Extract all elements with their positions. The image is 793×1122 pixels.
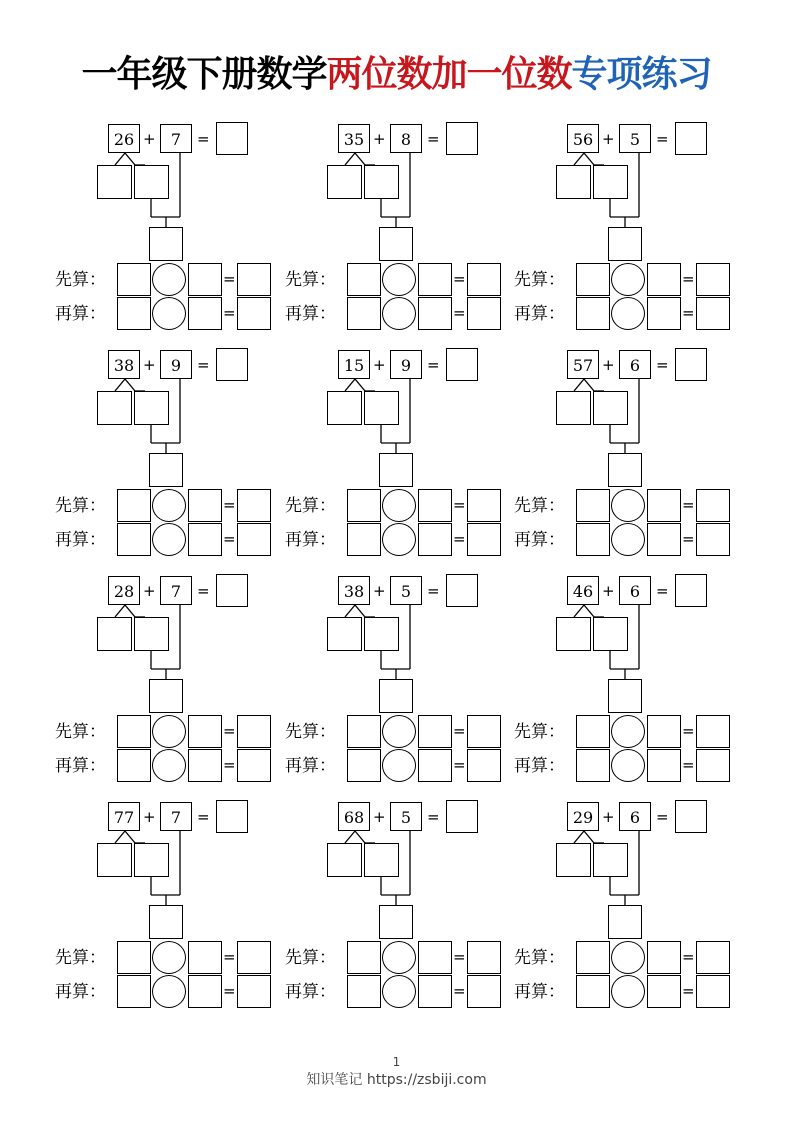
first-step-operand-2-box[interactable] [188, 941, 222, 974]
equals-sign: = [453, 496, 466, 514]
second-step-label: 再算： [55, 530, 106, 550]
first-step-label: 先算： [514, 722, 565, 742]
answer-box[interactable] [675, 574, 707, 607]
connector-line [355, 379, 365, 391]
second-step-label: 再算： [285, 530, 336, 550]
second-step-operand-2-box[interactable] [418, 975, 452, 1008]
addend-one-digit: 6 [619, 576, 651, 605]
first-step-result-box[interactable] [696, 263, 730, 296]
first-step-label: 先算： [514, 270, 565, 290]
sum-ones-box[interactable] [379, 227, 413, 261]
second-step-operand-1-box[interactable] [347, 975, 381, 1008]
first-step-label: 先算： [285, 722, 336, 742]
equals-sign: = [656, 808, 669, 826]
first-step-operand-1-box[interactable] [117, 715, 151, 748]
equals-sign: = [453, 948, 466, 966]
split-ones-box[interactable] [593, 617, 628, 651]
first-step-operator-circle[interactable] [382, 715, 416, 748]
plus-sign: + [373, 808, 386, 826]
first-step-label: 先算： [55, 948, 106, 968]
first-step-operand-2-box[interactable] [647, 715, 681, 748]
first-step-operand-1-box[interactable] [576, 263, 610, 296]
second-step-operand-2-box[interactable] [188, 297, 222, 330]
second-step-operand-2-box[interactable] [188, 523, 222, 556]
connector-line [345, 153, 355, 165]
equals-sign: = [197, 808, 210, 826]
first-step-operand-2-box[interactable] [188, 715, 222, 748]
connector-line [345, 831, 355, 843]
addend-one-digit: 8 [390, 124, 422, 153]
first-step-operand-2-box[interactable] [188, 489, 222, 522]
addend-one-digit: 5 [619, 124, 651, 153]
equals-sign: = [427, 130, 440, 148]
second-step-operand-1-box[interactable] [117, 749, 151, 782]
second-step-operator-circle[interactable] [382, 975, 416, 1008]
addend-two-digit: 38 [338, 576, 370, 605]
plus-sign: + [602, 130, 615, 148]
problem-block [514, 798, 742, 1018]
split-tens-box[interactable] [556, 617, 591, 651]
first-step-operand-1-box[interactable] [347, 941, 381, 974]
second-step-result-box[interactable] [467, 523, 501, 556]
answer-box[interactable] [675, 800, 707, 833]
sum-ones-box[interactable] [379, 905, 413, 939]
answer-box[interactable] [216, 800, 248, 833]
first-step-operator-circle[interactable] [611, 715, 645, 748]
connector-line [345, 379, 355, 391]
first-step-result-box[interactable] [237, 263, 271, 296]
first-step-operator-circle[interactable] [382, 489, 416, 522]
equals-sign: = [453, 270, 466, 288]
problem-block [55, 572, 283, 792]
answer-box[interactable] [675, 122, 707, 155]
plus-sign: + [602, 582, 615, 600]
connector-line [125, 379, 135, 391]
first-step-operator-circle[interactable] [382, 263, 416, 296]
title-part-grade: 一年级下册数学 [81, 54, 327, 95]
plus-sign: + [143, 130, 156, 148]
first-step-result-box[interactable] [467, 715, 501, 748]
second-step-operator-circle[interactable] [382, 297, 416, 330]
split-ones-box[interactable] [134, 165, 169, 199]
first-step-operand-2-box[interactable] [188, 263, 222, 296]
first-step-operator-circle[interactable] [611, 489, 645, 522]
second-step-operand-2-box[interactable] [418, 749, 452, 782]
connector-line [574, 379, 584, 391]
connector-line [355, 605, 365, 617]
split-tens-box[interactable] [97, 843, 132, 877]
second-step-operator-circle[interactable] [611, 749, 645, 782]
equals-sign: = [682, 496, 695, 514]
first-step-result-box[interactable] [467, 489, 501, 522]
connector-line [584, 831, 594, 843]
equals-sign: = [453, 722, 466, 740]
second-step-operator-circle[interactable] [152, 975, 186, 1008]
addend-two-digit: 56 [567, 124, 599, 153]
connector-line [115, 153, 125, 165]
first-step-label: 先算： [285, 948, 336, 968]
first-step-result-box[interactable] [696, 715, 730, 748]
first-step-operator-circle[interactable] [152, 715, 186, 748]
first-step-operator-circle[interactable] [382, 941, 416, 974]
first-step-operand-2-box[interactable] [647, 941, 681, 974]
second-step-operand-2-box[interactable] [647, 749, 681, 782]
connector-line [115, 831, 125, 843]
equals-sign: = [682, 722, 695, 740]
second-step-operator-circle[interactable] [382, 749, 416, 782]
split-ones-box[interactable] [593, 165, 628, 199]
second-step-operator-circle[interactable] [152, 297, 186, 330]
equals-sign: = [223, 756, 236, 774]
second-step-result-box[interactable] [237, 749, 271, 782]
first-step-operand-2-box[interactable] [418, 489, 452, 522]
equals-sign: = [682, 948, 695, 966]
equals-sign: = [656, 130, 669, 148]
problem-block [285, 120, 513, 340]
second-step-operator-circle[interactable] [611, 523, 645, 556]
first-step-operand-2-box[interactable] [418, 715, 452, 748]
connector-line [355, 831, 365, 843]
plus-sign: + [143, 582, 156, 600]
answer-box[interactable] [216, 122, 248, 155]
split-tens-box[interactable] [327, 165, 362, 199]
connector-line [584, 153, 594, 165]
second-step-result-box[interactable] [237, 975, 271, 1008]
equals-sign: = [223, 304, 236, 322]
addend-one-digit: 7 [160, 576, 192, 605]
second-step-operand-1-box[interactable] [117, 297, 151, 330]
second-step-operand-2-box[interactable] [418, 523, 452, 556]
first-step-label: 先算： [514, 948, 565, 968]
footer-site: 知识笔记 https://zsbiji.com [306, 1072, 487, 1088]
sum-ones-box[interactable] [608, 679, 642, 713]
addend-two-digit: 35 [338, 124, 370, 153]
second-step-label: 再算： [285, 756, 336, 776]
second-step-operand-1-box[interactable] [576, 749, 610, 782]
answer-box[interactable] [675, 348, 707, 381]
first-step-label: 先算： [285, 496, 336, 516]
equals-sign: = [682, 270, 695, 288]
split-tens-box[interactable] [97, 165, 132, 199]
plus-sign: + [143, 808, 156, 826]
answer-box[interactable] [216, 574, 248, 607]
plus-sign: + [143, 356, 156, 374]
equals-sign: = [453, 304, 466, 322]
first-step-operand-1-box[interactable] [347, 489, 381, 522]
addend-two-digit: 38 [108, 350, 140, 379]
plus-sign: + [602, 356, 615, 374]
second-step-result-box[interactable] [467, 297, 501, 330]
equals-sign: = [223, 496, 236, 514]
split-ones-box[interactable] [593, 391, 628, 425]
first-step-operand-2-box[interactable] [647, 489, 681, 522]
split-ones-box[interactable] [364, 617, 399, 651]
problem-block [285, 572, 513, 792]
addend-one-digit: 5 [390, 576, 422, 605]
addend-one-digit: 9 [160, 350, 192, 379]
equals-sign: = [197, 130, 210, 148]
addend-one-digit: 9 [390, 350, 422, 379]
first-step-operator-circle[interactable] [611, 263, 645, 296]
equals-sign: = [682, 530, 695, 548]
second-step-operator-circle[interactable] [611, 975, 645, 1008]
equals-sign: = [197, 582, 210, 600]
split-tens-box[interactable] [556, 165, 591, 199]
first-step-operator-circle[interactable] [611, 941, 645, 974]
first-step-operand-1-box[interactable] [117, 941, 151, 974]
problem-block [514, 120, 742, 340]
equals-sign: = [453, 982, 466, 1000]
split-ones-box[interactable] [134, 617, 169, 651]
sum-ones-box[interactable] [608, 905, 642, 939]
second-step-label: 再算： [514, 530, 565, 550]
first-step-result-box[interactable] [696, 489, 730, 522]
sum-ones-box[interactable] [149, 453, 183, 487]
first-step-result-box[interactable] [696, 941, 730, 974]
first-step-result-box[interactable] [237, 941, 271, 974]
second-step-operand-1-box[interactable] [117, 523, 151, 556]
connector-line [125, 153, 135, 165]
answer-box[interactable] [216, 348, 248, 381]
first-step-result-box[interactable] [467, 941, 501, 974]
first-step-label: 先算： [55, 496, 106, 516]
first-step-operator-circle[interactable] [152, 941, 186, 974]
second-step-operator-circle[interactable] [382, 523, 416, 556]
first-step-label: 先算： [285, 270, 336, 290]
second-step-operand-1-box[interactable] [117, 975, 151, 1008]
equals-sign: = [223, 948, 236, 966]
second-step-operator-circle[interactable] [152, 749, 186, 782]
second-step-result-box[interactable] [696, 297, 730, 330]
sum-ones-box[interactable] [379, 679, 413, 713]
sum-ones-box[interactable] [379, 453, 413, 487]
second-step-result-box[interactable] [696, 749, 730, 782]
connector-line [584, 605, 594, 617]
first-step-operator-circle[interactable] [152, 489, 186, 522]
addend-two-digit: 28 [108, 576, 140, 605]
split-ones-box[interactable] [593, 843, 628, 877]
split-ones-box[interactable] [364, 165, 399, 199]
split-tens-box[interactable] [97, 617, 132, 651]
plus-sign: + [373, 130, 386, 148]
second-step-operator-circle[interactable] [152, 523, 186, 556]
problem-block [55, 120, 283, 340]
equals-sign: = [427, 582, 440, 600]
plus-sign: + [373, 356, 386, 374]
answer-box[interactable] [446, 348, 478, 381]
problem-block [55, 798, 283, 1018]
equals-sign: = [682, 756, 695, 774]
equals-sign: = [223, 270, 236, 288]
split-tens-box[interactable] [327, 843, 362, 877]
page-number: 1 [392, 1055, 401, 1069]
split-ones-box[interactable] [364, 391, 399, 425]
second-step-operand-2-box[interactable] [647, 523, 681, 556]
split-tens-box[interactable] [327, 391, 362, 425]
title-part-topic: 两位数加一位数 [326, 54, 572, 95]
second-step-operand-1-box[interactable] [576, 297, 610, 330]
addend-one-digit: 6 [619, 802, 651, 831]
page-title [0, 50, 793, 100]
equals-sign: = [223, 530, 236, 548]
equals-sign: = [453, 756, 466, 774]
first-step-operand-1-box[interactable] [576, 941, 610, 974]
addend-one-digit: 7 [160, 124, 192, 153]
sum-ones-box[interactable] [149, 905, 183, 939]
problem-block [514, 346, 742, 566]
second-step-result-box[interactable] [237, 297, 271, 330]
connector-line [115, 379, 125, 391]
equals-sign: = [656, 356, 669, 374]
first-step-operand-1-box[interactable] [576, 715, 610, 748]
first-step-operand-1-box[interactable] [347, 263, 381, 296]
split-tens-box[interactable] [556, 843, 591, 877]
addend-two-digit: 57 [567, 350, 599, 379]
addend-one-digit: 7 [160, 802, 192, 831]
first-step-operator-circle[interactable] [152, 263, 186, 296]
plus-sign: + [373, 582, 386, 600]
equals-sign: = [427, 356, 440, 374]
equals-sign: = [682, 304, 695, 322]
split-ones-box[interactable] [134, 843, 169, 877]
equals-sign: = [223, 722, 236, 740]
problem-block [285, 346, 513, 566]
addend-two-digit: 68 [338, 802, 370, 831]
equals-sign: = [453, 530, 466, 548]
second-step-result-box[interactable] [467, 749, 501, 782]
split-ones-box[interactable] [364, 843, 399, 877]
equals-sign: = [682, 982, 695, 1000]
connector-line [125, 605, 135, 617]
second-step-result-box[interactable] [237, 523, 271, 556]
first-step-label: 先算： [514, 496, 565, 516]
addend-two-digit: 26 [108, 124, 140, 153]
split-ones-box[interactable] [134, 391, 169, 425]
sum-ones-box[interactable] [608, 453, 642, 487]
second-step-label: 再算： [55, 756, 106, 776]
connector-line [345, 605, 355, 617]
second-step-operand-1-box[interactable] [347, 297, 381, 330]
second-step-result-box[interactable] [696, 975, 730, 1008]
second-step-label: 再算： [514, 756, 565, 776]
problem-block [285, 798, 513, 1018]
connector-line [355, 153, 365, 165]
second-step-result-box[interactable] [696, 523, 730, 556]
second-step-label: 再算： [55, 982, 106, 1002]
addend-two-digit: 15 [338, 350, 370, 379]
second-step-label: 再算： [55, 304, 106, 324]
problem-block [514, 572, 742, 792]
problem-block [55, 346, 283, 566]
connector-line [574, 153, 584, 165]
connector-line [574, 605, 584, 617]
second-step-operand-2-box[interactable] [418, 297, 452, 330]
second-step-operator-circle[interactable] [611, 297, 645, 330]
equals-sign: = [197, 356, 210, 374]
addend-two-digit: 29 [567, 802, 599, 831]
answer-box[interactable] [446, 800, 478, 833]
title-part-practice: 专项练习 [571, 54, 712, 95]
second-step-operand-1-box[interactable] [576, 975, 610, 1008]
first-step-operand-2-box[interactable] [418, 263, 452, 296]
connector-line [584, 379, 594, 391]
equals-sign: = [427, 808, 440, 826]
first-step-result-box[interactable] [467, 263, 501, 296]
second-step-operand-2-box[interactable] [188, 749, 222, 782]
connector-line [574, 831, 584, 843]
second-step-operand-1-box[interactable] [347, 523, 381, 556]
first-step-operand-1-box[interactable] [347, 715, 381, 748]
answer-box[interactable] [446, 122, 478, 155]
sum-ones-box[interactable] [149, 679, 183, 713]
first-step-label: 先算： [55, 270, 106, 290]
first-step-operand-1-box[interactable] [117, 263, 151, 296]
first-step-operand-1-box[interactable] [576, 489, 610, 522]
second-step-label: 再算： [285, 982, 336, 1002]
first-step-result-box[interactable] [237, 489, 271, 522]
first-step-operand-2-box[interactable] [647, 263, 681, 296]
addend-two-digit: 46 [567, 576, 599, 605]
split-tens-box[interactable] [327, 617, 362, 651]
plus-sign: + [602, 808, 615, 826]
second-step-label: 再算： [514, 304, 565, 324]
first-step-result-box[interactable] [237, 715, 271, 748]
connector-line [125, 831, 135, 843]
second-step-operand-2-box[interactable] [647, 297, 681, 330]
second-step-operand-1-box[interactable] [347, 749, 381, 782]
first-step-label: 先算： [55, 722, 106, 742]
second-step-result-box[interactable] [467, 975, 501, 1008]
second-step-label: 再算： [514, 982, 565, 1002]
equals-sign: = [656, 582, 669, 600]
addend-one-digit: 6 [619, 350, 651, 379]
addend-two-digit: 77 [108, 802, 140, 831]
first-step-operand-1-box[interactable] [117, 489, 151, 522]
sum-ones-box[interactable] [149, 227, 183, 261]
split-tens-box[interactable] [556, 391, 591, 425]
connector-line [115, 605, 125, 617]
sum-ones-box[interactable] [608, 227, 642, 261]
second-step-operand-2-box[interactable] [188, 975, 222, 1008]
second-step-operand-2-box[interactable] [647, 975, 681, 1008]
answer-box[interactable] [446, 574, 478, 607]
second-step-operand-1-box[interactable] [576, 523, 610, 556]
first-step-operand-2-box[interactable] [418, 941, 452, 974]
equals-sign: = [223, 982, 236, 1000]
split-tens-box[interactable] [97, 391, 132, 425]
second-step-label: 再算： [285, 304, 336, 324]
addend-one-digit: 5 [390, 802, 422, 831]
